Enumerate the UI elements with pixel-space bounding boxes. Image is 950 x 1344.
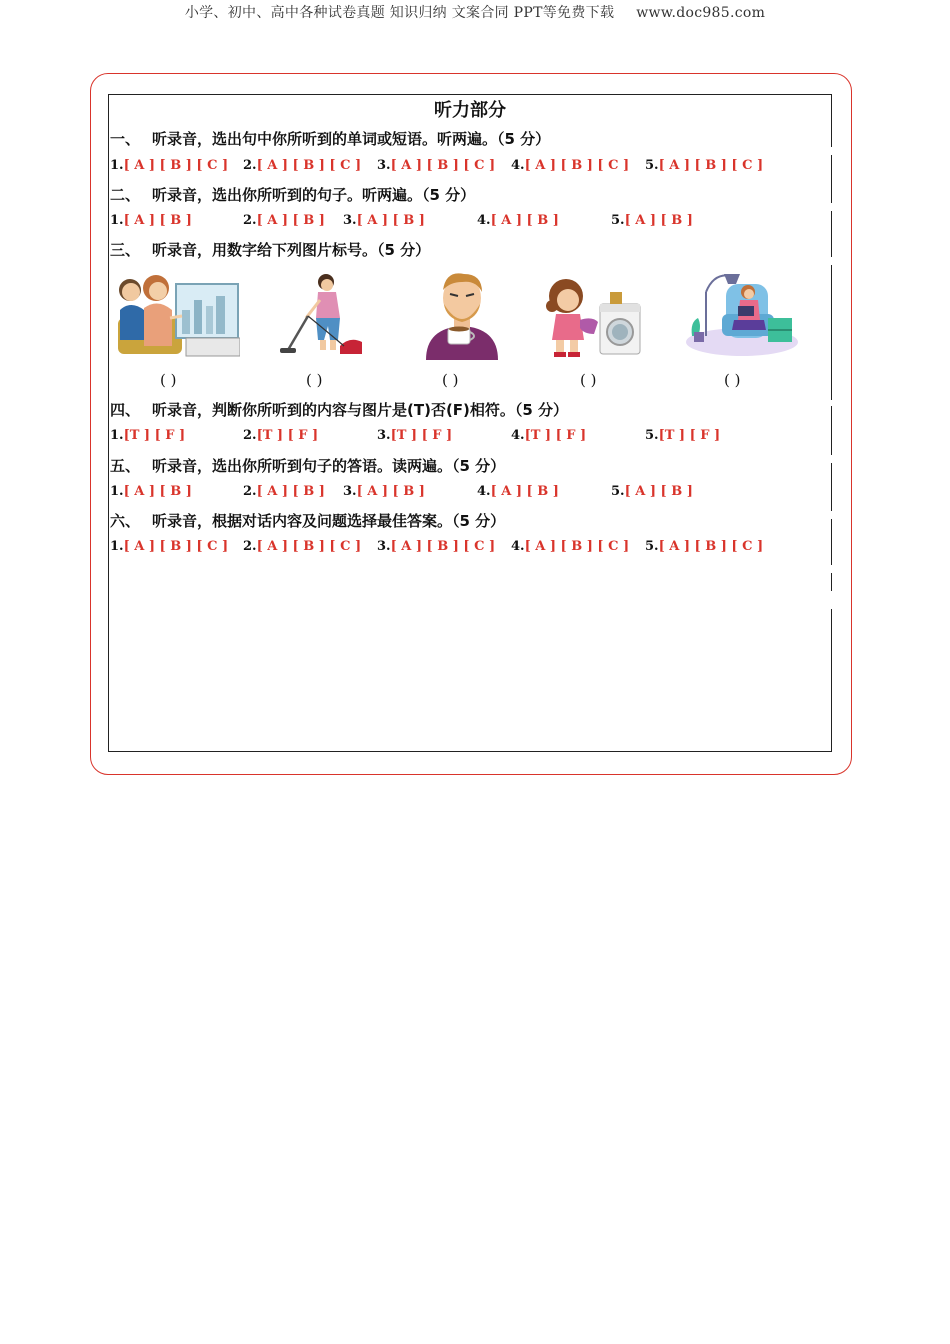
section-instruction: 听录音，选出你所听到句子的答语。读两遍。（5 分） [152,457,506,475]
picture-number-blank[interactable]: ( ) [442,371,459,389]
answer-choice[interactable]: 2.[T ] [ F ] [243,428,319,443]
answer-choice[interactable]: 5.[ A ] [ B ] [ C ] [645,158,764,173]
section-instruction: 听录音，根据对话内容及问题选择最佳答案。（5 分） [152,512,506,530]
answer-choice[interactable]: 5.[ A ] [ B ] [611,213,693,228]
answer-choice[interactable]: 3.[ A ] [ B ] [343,484,425,499]
section-4-heading [110,399,568,420]
answer-choice[interactable]: 3.[ A ] [ B ] [343,213,425,228]
answer-choice[interactable]: 4.[ A ] [ B ] [477,213,559,228]
answer-choice[interactable]: 1.[ A ] [ B ] [110,484,192,499]
section-instruction: 听录音，选出你所听到的句子。听两遍。（5 分） [152,186,476,204]
answer-choice[interactable]: 4.[T ] [ F ] [511,428,587,443]
header-url[interactable]: www.doc985.com [636,5,766,21]
answer-choice[interactable]: 4.[ A ] [ B ] [ C ] [511,158,630,173]
section-6-heading [110,510,505,531]
answer-choice[interactable]: 5.[ A ] [ B ] [ C ] [645,539,764,554]
section-number: 三、 [110,241,141,259]
picture-number-blank[interactable]: ( ) [306,371,323,389]
picture-number-blank[interactable]: ( ) [724,371,741,389]
section-number: 五、 [110,457,141,475]
answer-choice[interactable]: 2.[ A ] [ B ] [ C ] [243,158,362,173]
answer-choice[interactable]: 3.[T ] [ F ] [377,428,453,443]
answer-choice[interactable]: 5.[T ] [ F ] [645,428,721,443]
section-number: 六、 [110,512,141,530]
section-instruction: 听录音，判断你所听到的内容与图片是(T)否(F)相符。（5 分） [152,401,569,419]
section-1-heading [110,128,550,149]
answer-choice[interactable]: 2.[ A ] [ B ] [243,213,325,228]
woman-reading-armchair-icon [684,270,808,360]
section-instruction: 听录音，选出句中你所听到的单词或短语。听两遍。（5 分） [152,130,551,148]
answer-choice[interactable]: 1.[ A ] [ B ] [110,213,192,228]
answer-choice[interactable]: 3.[ A ] [ B ] [ C ] [377,158,496,173]
picture-number-blank[interactable]: ( ) [160,371,177,389]
header-text: 小学、初中、高中各种试卷真题 知识归纳 文案合同 PPT等免费下载 [184,5,615,21]
woman-vacuuming-icon [270,270,394,360]
answer-choice[interactable]: 1.[T ] [ F ] [110,428,186,443]
answer-choice[interactable]: 5.[ A ] [ B ] [611,484,693,499]
section-instruction: 听录音，用数字给下列图片标号。（5 分） [152,241,431,259]
section-2-heading [110,184,475,205]
answer-choice[interactable]: 3.[ A ] [ B ] [ C ] [377,539,496,554]
section-3-heading [110,239,430,260]
picture-number-blank[interactable]: ( ) [580,371,597,389]
answer-choice[interactable]: 2.[ A ] [ B ] [ C ] [243,539,362,554]
section-title: 听力部分 [434,100,506,121]
section-5-heading [110,455,505,476]
page-header [0,2,950,22]
answer-choice[interactable]: 1.[ A ] [ B ] [ C ] [110,539,229,554]
answer-choice[interactable]: 4.[ A ] [ B ] [477,484,559,499]
couple-watching-tv-icon [116,270,240,360]
section-number: 二、 [110,186,141,204]
answer-choice[interactable]: 4.[ A ] [ B ] [ C ] [511,539,630,554]
answer-choice[interactable]: 1.[ A ] [ B ] [ C ] [110,158,229,173]
section-number: 一、 [110,130,141,148]
man-drinking-coffee-icon [402,270,526,360]
answer-choice[interactable]: 2.[ A ] [ B ] [243,484,325,499]
girl-washing-machine-icon [538,270,662,360]
section-number: 四、 [110,401,141,419]
